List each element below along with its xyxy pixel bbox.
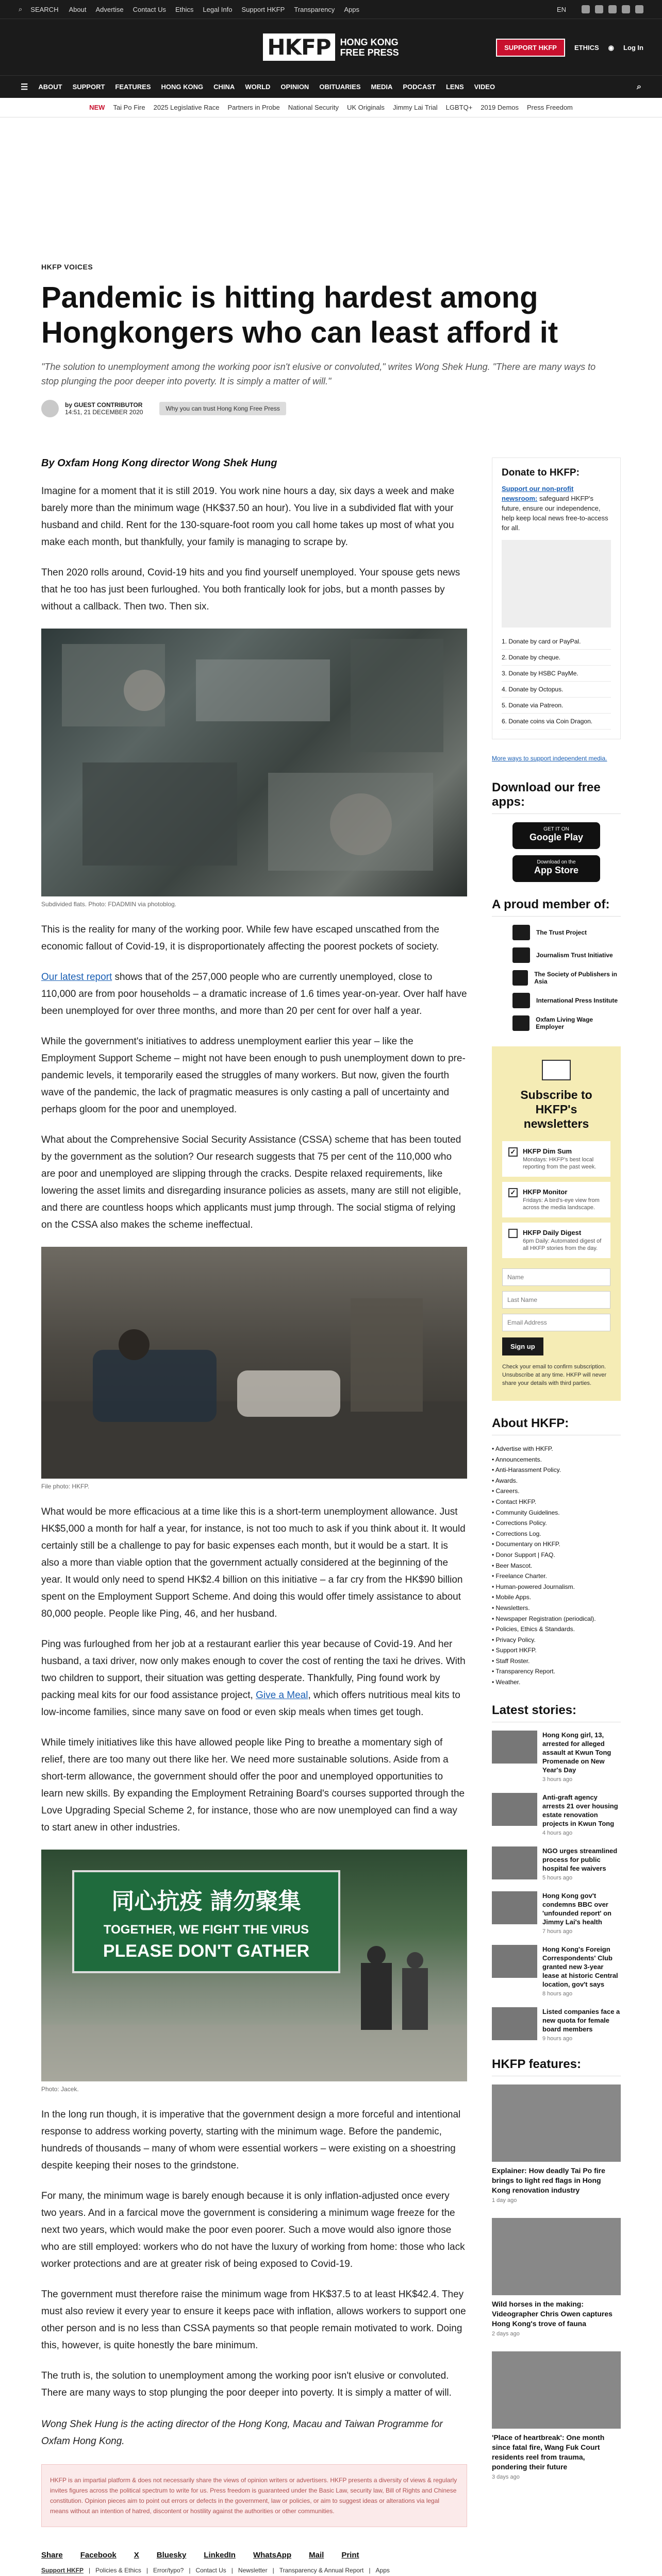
apps-title: Download our free apps: <box>492 781 621 814</box>
policies-link[interactable]: Policies & Ethics <box>95 2567 141 2574</box>
ethics-link[interactable]: ETHICS <box>574 44 599 52</box>
donate-method[interactable]: 6. Donate coins via Coin Dragon. <box>502 714 611 730</box>
sidebar <box>492 457 621 2576</box>
donate-description-text: safeguard HKFP's future, ensure our independence, help keep local news free-to-access for all. <box>502 495 608 532</box>
author-avatar <box>41 400 59 417</box>
story-time: 8 hours ago <box>542 1990 573 1997</box>
article-wrapper <box>41 263 621 2576</box>
story-time: 7 hours ago <box>542 1928 573 1935</box>
story-thumbnail <box>492 1846 537 1879</box>
paragraph: The truth is, the solution to unemployment among the working poor isn't elusive or convoluted. There are many ways to stop plunging the poor deeper into poverty. It is simply a matter of will. <box>41 2370 452 2398</box>
app-store-small: Download on the <box>537 859 576 865</box>
story-thumbnail <box>492 1891 537 1924</box>
logo-text <box>340 37 399 58</box>
logo-line-1: HONG KONG <box>340 37 399 47</box>
nav-obituaries[interactable]: OBITUARIES <box>319 83 361 91</box>
story-title[interactable]: Listed companies face a new quota for female board members <box>542 2007 620 2033</box>
ticker-item[interactable]: 2019 Demos <box>481 104 519 111</box>
latest-story[interactable] <box>492 1731 621 1783</box>
utility-link-support[interactable]: Support HKFP <box>241 5 285 13</box>
report-link[interactable]: Our latest report <box>41 972 112 982</box>
donate-methods <box>502 634 611 730</box>
paragraph: In the long run though, it is imperative that the government design a more forceful and intentional response to address working poverty, starting with the minimum wage. Before the pandemic, hundreds of thousands – many of whom were essential workers – were existing on a shoestring despite keeping their noses to the grindstone. <box>41 2109 461 2171</box>
member-name: Oxfam Living Wage Employer <box>536 1016 593 1030</box>
paragraph: Imagine for a moment that it is still 2019. You work nine hours a day, six days a week and make barely more than the minimum wage (HK$37.50 an hour). You live in a subdivided flat with your husband and child. Rent for the 130-square-foot room you call home takes up most of what you make each month, but thankfully, your family is managing to scrape by. <box>41 486 455 548</box>
utility-link-transparency[interactable]: Transparency <box>294 5 335 13</box>
about-link[interactable]: • Contact HKFP. <box>492 1497 621 1507</box>
newsletter-option-digest[interactable] <box>502 1223 610 1258</box>
utility-link-advertise[interactable]: Advertise <box>95 5 124 13</box>
logo-mark: HKFP <box>263 33 335 61</box>
app-store-label: App Store <box>534 865 578 875</box>
about-link[interactable]: • Careers. <box>492 1486 621 1497</box>
footer-mini-links: Support HKFP | Policies & Ethics | Error/typo? | Contact Us | Newsletter | Transparency & Annual Report | Apps <box>41 2567 390 2574</box>
about-link[interactable]: • Human-powered Journalism. <box>492 1582 621 1592</box>
about-link[interactable]: • Beer Mascot. <box>492 1561 621 1571</box>
share-linkedin[interactable]: LinkedIn <box>204 2551 236 2560</box>
newsletter-link[interactable]: Newsletter <box>238 2567 268 2574</box>
sopa-icon <box>512 970 528 986</box>
nav-world[interactable]: WORLD <box>245 83 271 91</box>
give-a-meal-link[interactable]: Give a Meal <box>256 1690 308 1701</box>
donate-title: Donate to HKFP: <box>502 467 580 478</box>
article-deck: "The solution to unemployment among the working poor isn't elusive or convoluted," writes Wong Shek Hung. "There are many ways to stop plunging the poor deeper into poverty. It is simply a matter of will." <box>41 362 596 386</box>
about-link[interactable]: • Anti-Harassment Policy. <box>492 1465 621 1476</box>
story-title[interactable]: Anti-graft agency arrests 21 over housing estate renovation projects in Kwun Tong <box>542 1793 618 1827</box>
ticker-item[interactable]: Press Freedom <box>527 104 573 111</box>
story-time: 9 hours ago <box>542 2035 573 2042</box>
donate-method[interactable]: 4. Donate by Octopus. <box>502 682 611 698</box>
paragraph <box>41 1636 467 1721</box>
photo-caption: Photo: Jacek. <box>41 2086 79 2093</box>
main-nav <box>0 75 662 98</box>
latest-story[interactable] <box>492 1793 621 1836</box>
paragraph-text: , which offers nutritious meal kits to low-income families, since many save on food or even skip meals when times get tough. <box>41 1690 460 1718</box>
feature-story[interactable] <box>492 2218 621 2338</box>
feature-title[interactable]: Explainer: How deadly Tai Po fire brings to light red flags in Hong Kong renovation industry <box>492 2166 605 2194</box>
about-links <box>492 1444 621 1688</box>
menu-icon[interactable]: ☰ <box>21 82 28 92</box>
newsletter-box <box>492 1046 621 1401</box>
byline <box>41 400 621 417</box>
utility-link-about[interactable]: About <box>69 5 87 13</box>
ticker-item[interactable]: Jimmy Lai Trial <box>392 104 438 111</box>
support-newsroom-link[interactable]: Support our non-profit newsroom: <box>502 485 574 502</box>
about-title: About HKFP: <box>492 1416 621 1435</box>
feature-title[interactable]: Wild horses in the making: Videographer Chris Owen captures Hong Kong's trove of fauna <box>492 2299 613 2328</box>
story-time: 4 hours ago <box>542 1829 573 1836</box>
file-photo <box>41 1247 467 1479</box>
about-link[interactable]: • Advertise with HKFP. <box>492 1444 621 1454</box>
latest-story[interactable] <box>492 1846 621 1881</box>
newsletter-desc: 6pm Daily: Automated digest of all HKFP stories from the day. <box>523 1238 602 1251</box>
search-icon[interactable]: ⌕ <box>19 5 23 13</box>
photo-caption: File photo: HKFP. <box>41 1483 90 1490</box>
latest-story[interactable] <box>492 1891 621 1935</box>
paragraph: Then 2020 rolls around, Covid-19 hits and you find yourself unemployed. Your spouse gets news that he too has just been furloughed. You both frantically look for jobs, but a month passes by without a callback. Then two. Then six. <box>41 567 460 612</box>
author-info <box>65 401 143 416</box>
paragraph <box>41 969 467 1020</box>
nav-video[interactable]: VIDEO <box>474 83 495 91</box>
author-name[interactable]: by GUEST CONTRIBUTOR <box>65 401 143 409</box>
about-link[interactable]: • Support HKFP. <box>492 1645 621 1656</box>
ticker-item[interactable]: Partners in Probe <box>227 104 280 111</box>
nav-podcast[interactable]: PODCAST <box>403 83 436 91</box>
photo-illustration <box>41 1850 467 2081</box>
member-name: Journalism Trust Initiative <box>536 952 613 959</box>
google-play-button[interactable] <box>512 822 600 849</box>
story-title[interactable]: Hong Kong gov't condemns BBC over 'unfounded report' on Jimmy Lai's health <box>542 1891 611 1926</box>
share-bar <box>41 2551 467 2560</box>
about-link[interactable]: • Corrections Policy. <box>492 1518 621 1529</box>
ticker-item[interactable]: LGBTQ+ <box>445 104 473 111</box>
utility-link-apps[interactable]: Apps <box>344 5 359 13</box>
oxfam-icon <box>512 1015 529 1031</box>
story-title[interactable]: NGO urges streamlined process for public hospital fee waivers <box>542 1846 618 1872</box>
contact-link[interactable]: Contact Us <box>195 2567 226 2574</box>
more-ways-link[interactable]: More ways to support independent media. <box>492 755 607 762</box>
nav-opinion[interactable]: OPINION <box>280 83 309 91</box>
nav-features[interactable]: FEATURES <box>115 83 151 91</box>
sign-english-text-2: PLEASE DON'T GATHER <box>103 1941 310 1961</box>
story-title[interactable]: Hong Kong's Foreign Correspondents' Club granted new 3-year lease at historic Central location, gov't says <box>542 1945 618 1988</box>
name-input[interactable] <box>502 1268 610 1286</box>
jti-icon <box>512 947 530 963</box>
utility-link-ethics[interactable]: Ethics <box>175 5 194 13</box>
article-kicker[interactable]: HKFP VOICES <box>41 263 93 271</box>
paragraph: The government must therefore raise the minimum wage from HK$37.5 to at least HK$42.4. They must also review it every year to ensure it keeps pace with inflation, allows workers to support one other person and is no less than CSSA payments so that people remain motivated to work. Doing this, however, is quite honestly the bare minimum. <box>41 2289 466 2351</box>
about-link[interactable]: • Newspaper Registration (periodical). <box>492 1614 621 1624</box>
covid-sign-photo <box>41 1850 467 2081</box>
member-name: The Society of Publishers in Asia <box>534 971 617 985</box>
support-hkfp-button[interactable]: SUPPORT HKFP <box>496 39 565 57</box>
newsletter-fineprint: Check your email to confirm subscription. Unsubscribe at any time. HKFP will never share your details with third parties. <box>502 1364 607 1386</box>
ticker-item[interactable]: 2025 Legislative Race <box>153 104 220 111</box>
article-author-line: By Oxfam Hong Kong director Wong Shek Hung <box>41 457 277 469</box>
paragraph: What would be more efficacious at a time like this is a short-term unemployment allowance. Just HK$5,000 a month for half a year, for instance, is not too much to ask if you think about it. It would certainly still be a challenge to pay for basic expenses each month, but it would be a start. It is also a more than viable option that the government actually considered at the beginning of the year. It would only need to spend HK$2.4 billion on this initiative – a far cry from the HK$90 billion spent on the Employment Support Scheme. And doing this would offer timely assistance to about 80,000 people. People like Ping, 46, and her husband. <box>41 1506 466 1619</box>
story-thumbnail <box>492 1793 537 1826</box>
story-title[interactable]: Hong Kong girl, 13, arrested for alleged assault at Kwun Tong Promenade on New Year's Day <box>542 1731 611 1774</box>
member-title: A proud member of: <box>492 897 621 917</box>
about-link[interactable]: • Community Guidelines. <box>492 1507 621 1518</box>
photo-illustration <box>41 629 467 896</box>
masthead <box>0 19 662 75</box>
search-icon[interactable]: ⌕ <box>637 82 641 91</box>
about-link[interactable]: • Privacy Policy. <box>492 1635 621 1646</box>
member-trust-project[interactable] <box>512 925 621 940</box>
donate-method[interactable]: 2. Donate by cheque. <box>502 650 611 666</box>
share-label: Share <box>41 2551 63 2560</box>
author-bio: Wong Shek Hung is the acting director of the Hong Kong, Macau and Taiwan Programme for Oxfam Hong Kong. <box>41 2419 443 2447</box>
paragraph-text: Ping was furloughed from her job at a restaurant earlier this year because of Covid-19. And her husband, a taxi driver, now only makes enough to cover the cost of renting the taxi he drives. With two children to support, their situation was getting desperate. Thankfully, Ping found work by packing meal kits for our food assistance project, <box>41 1639 466 1701</box>
login-link[interactable]: Log In <box>623 44 643 52</box>
ipi-icon <box>512 993 530 1008</box>
share-whatsapp[interactable]: WhatsApp <box>253 2551 292 2560</box>
threads-icon[interactable] <box>635 5 643 13</box>
member-name: International Press Institute <box>536 997 618 1004</box>
newsletter-name: HKFP Dim Sum <box>523 1147 572 1155</box>
sign-chinese-text: 同心抗疫 請勿聚集 <box>111 1888 301 1914</box>
about-link[interactable]: • Announcements. <box>492 1454 621 1465</box>
about-link[interactable]: • Freelance Charter. <box>492 1571 621 1582</box>
feature-time: 2 days ago <box>492 2330 520 2337</box>
nav-support[interactable]: SUPPORT <box>72 83 105 91</box>
nav-about[interactable]: ABOUT <box>38 83 62 91</box>
share-facebook[interactable]: Facebook <box>80 2551 117 2560</box>
ticker-item[interactable]: Tai Po Fire <box>113 104 145 111</box>
nav-hong-kong[interactable]: HONG KONG <box>161 83 204 91</box>
about-link[interactable]: • Donor Support | FAQ. <box>492 1550 621 1561</box>
about-link[interactable]: • Staff Roster. <box>492 1656 621 1667</box>
search-link[interactable]: SEARCH <box>30 5 59 13</box>
feature-time: 1 day ago <box>492 2197 517 2204</box>
instagram-icon[interactable] <box>608 5 617 13</box>
topics-ticker <box>0 98 662 117</box>
photo-caption: Subdivided flats. Photo: FDADMIN via photoblog. <box>41 901 177 908</box>
donate-method[interactable]: 1. Donate by card or PayPal. <box>502 634 611 650</box>
paragraph: What about the Comprehensive Social Security Assistance (CSSA) scheme that has been touted by the government as the solution? Our research suggests that 75 per cent of the 110,000 who are poor and unemployed are slipping through the cracks. Despite relaxed requirements, like lowering the asset limits and disregarding insurance policies as assets, many are still not eligible, and there are countless hoops which applicants must jump through. The social stigma of relying on the CSSA also makes the scheme ineffectual. <box>41 1134 461 1230</box>
share-bluesky[interactable]: Bluesky <box>156 2551 187 2560</box>
signup-button[interactable]: Sign up <box>502 1337 543 1355</box>
envelope-icon <box>542 1060 571 1080</box>
transparency-link[interactable]: Transparency & Annual Report <box>279 2567 364 2574</box>
checkbox-checked-icon[interactable]: ✓ <box>508 1147 518 1157</box>
donate-illustration <box>502 540 611 628</box>
subdivided-flat-photo <box>41 629 467 896</box>
feature-story[interactable] <box>492 2084 621 2205</box>
utility-link-legal[interactable]: Legal Info <box>203 5 233 13</box>
about-link[interactable]: • Mobile Apps. <box>492 1592 621 1603</box>
share-mail[interactable]: Mail <box>309 2551 324 2560</box>
email-input[interactable] <box>502 1314 610 1331</box>
donate-method[interactable]: 5. Donate via Patreon. <box>502 698 611 714</box>
feature-story[interactable] <box>492 2351 621 2481</box>
google-play-small: GET IT ON <box>543 826 569 832</box>
newsletter-title: Subscribe to HKFP's newsletters <box>520 1088 592 1130</box>
share-x[interactable]: X <box>134 2551 139 2560</box>
user-icon[interactable]: ◉ <box>608 43 614 52</box>
article-title: Pandemic is hitting hardest among Hongkongers who can least afford it <box>41 281 558 349</box>
sign-english-text: TOGETHER, WE FIGHT THE VIRUS <box>103 1923 309 1937</box>
newsletter-name: HKFP Monitor <box>523 1188 568 1196</box>
about-link[interactable]: • Awards. <box>492 1476 621 1486</box>
apps-link[interactable]: Apps <box>375 2567 390 2574</box>
opinion-disclaimer: HKFP is an impartial platform & does not necessarily share the views of opinion writers or advertisers. HKFP presents a diversity of views & regularly invites figures across the political spectrum to write for us. Press freedom is guaranteed under the Basic Law, security law, Bill of Rights and Chinese constitution. Opinion pieces aim to point out errors or defects in the government, law or policies, or aim to suggest ideas or alterations via legal means without an intention of hatred, discontent or hostility against the authorities or other communities. <box>41 2464 467 2527</box>
about-link[interactable]: • Corrections Log. <box>492 1529 621 1539</box>
app-store-button[interactable] <box>512 855 600 882</box>
member-jti[interactable] <box>512 947 621 963</box>
trust-badge[interactable]: Why you can trust Hong Kong Free Press <box>159 402 286 415</box>
member-oxfam[interactable] <box>512 1015 621 1031</box>
story-thumbnail <box>492 2007 537 2040</box>
member-ipi[interactable] <box>512 993 621 1008</box>
utility-bar <box>0 0 662 19</box>
youtube-icon[interactable] <box>622 5 630 13</box>
member-sopa[interactable] <box>512 970 621 986</box>
donate-description <box>502 484 611 533</box>
x-icon[interactable] <box>595 5 603 13</box>
about-link[interactable]: • Transparency Report. <box>492 1666 621 1677</box>
newsletter-name: HKFP Daily Digest <box>523 1229 582 1236</box>
share-print[interactable]: Print <box>341 2551 359 2560</box>
site-logo[interactable] <box>263 33 399 61</box>
about-link[interactable]: • Documentary on HKFP. <box>492 1539 621 1550</box>
feature-image <box>492 2218 621 2295</box>
support-link[interactable]: Support HKFP <box>41 2567 84 2574</box>
article-body <box>41 457 467 2576</box>
newsletter-option-monitor[interactable] <box>502 1182 610 1217</box>
story-time: 5 hours ago <box>542 1874 573 1881</box>
last-name-input[interactable] <box>502 1291 610 1309</box>
error-link[interactable]: Error/typo? <box>153 2567 184 2574</box>
checkbox-icon[interactable] <box>508 1229 518 1238</box>
paragraph: For many, the minimum wage is barely enough because it is only inflation-adjusted once every two years. And in a farcical move the government is considering a minimum wage freeze for the next two years, which would make the poor even poorer. Such a move would also ignore those who are still employed: workers who do not have the luxury of working from home: those who lack worker protections and are at greater risk of being exposed to Covid-19. <box>41 2191 465 2269</box>
latest-title: Latest stories: <box>492 1703 621 1722</box>
nav-lens[interactable]: LENS <box>445 83 464 91</box>
paragraph-text: shows that of the 257,000 people who are currently unemployed, close to 110,000 are from poor households – a dramatic increase of 1.6 times year-on-year. Over half have been unemployed for over three months, and more than 20 per cent for over half a year. <box>41 972 467 1016</box>
feature-time: 3 days ago <box>492 2473 520 2480</box>
newsletter-desc: Fridays: A bird's-eye view from across the media landscape. <box>523 1197 600 1211</box>
nav-media[interactable]: MEDIA <box>371 83 393 91</box>
about-link[interactable]: • Weather. <box>492 1677 621 1688</box>
about-link[interactable]: • Policies, Ethics & Standards. <box>492 1624 621 1635</box>
paragraph: While timely initiatives like this have allowed people like Ping to breathe a momentary sigh of relief, there are too many out there like her. We need more sustainable solutions. Aside from a short-term allowance, the government should offer the poor and unemployed opportunities to learn new skills. By expanding the Employment Retraining Board's courses supported through the Love Upgrading Special Scheme 2, for instance, those who are now unemployed can find a way to start anew in other industries. <box>41 1737 465 1833</box>
paragraph: This is the reality for many of the working poor. While few have escaped unscathed from the economic fallout of Covid-19, it is disproportionately affecting the poorest pockets of society. <box>41 924 439 952</box>
feature-image <box>492 2084 621 2162</box>
story-thumbnail <box>492 1945 537 1978</box>
member-name: The Trust Project <box>536 929 587 936</box>
ticker-item[interactable]: UK Originals <box>346 104 385 111</box>
story-thumbnail <box>492 1731 537 1764</box>
checkbox-checked-icon[interactable]: ✓ <box>508 1188 518 1197</box>
utility-links <box>69 6 556 13</box>
donate-method[interactable]: 3. Donate by HSBC PayMe. <box>502 666 611 682</box>
ticker-item[interactable]: National Security <box>288 104 339 111</box>
about-link[interactable]: • Newsletters. <box>492 1603 621 1614</box>
publish-date: 14:51, 21 DECEMBER 2020 <box>65 409 143 416</box>
feature-title[interactable]: 'Place of heartbreak': One month since fatal fire, Wang Fuk Court residents reel from trauma, pondering their future <box>492 2433 605 2471</box>
photo-illustration <box>41 1247 467 1479</box>
latest-story[interactable] <box>492 2007 621 2042</box>
language-switch[interactable]: EN <box>556 5 566 13</box>
newsletter-desc: Mondays: HKFP's best local reporting from the past week. <box>523 1157 597 1170</box>
nav-china[interactable]: CHINA <box>213 83 235 91</box>
utility-link-contact[interactable]: Contact Us <box>133 5 166 13</box>
feature-image <box>492 2351 621 2429</box>
story-time: 3 hours ago <box>542 1776 573 1783</box>
trust-project-icon <box>512 925 530 940</box>
newsletter-option-dimsum[interactable] <box>502 1141 610 1177</box>
google-play-label: Google Play <box>529 832 584 842</box>
donate-box <box>492 457 621 739</box>
ticker-label: NEW <box>89 104 105 111</box>
features-title: HKFP features: <box>492 2057 621 2076</box>
paragraph: While the government's initiatives to address unemployment earlier this year – like the Employment Support Scheme – might not have been enough to push unemployment down to pre-pandemic levels, it temporarily eased the struggles of many workers. But now, given the fourth wave of the pandemic, the lack of pragmatic measures is only casting a pall of uncertainty and perhaps gloom for the poor and unemployed. <box>41 1036 466 1115</box>
logo-line-2: FREE PRESS <box>340 47 399 58</box>
facebook-icon[interactable] <box>582 5 590 13</box>
latest-story[interactable] <box>492 1945 621 1997</box>
